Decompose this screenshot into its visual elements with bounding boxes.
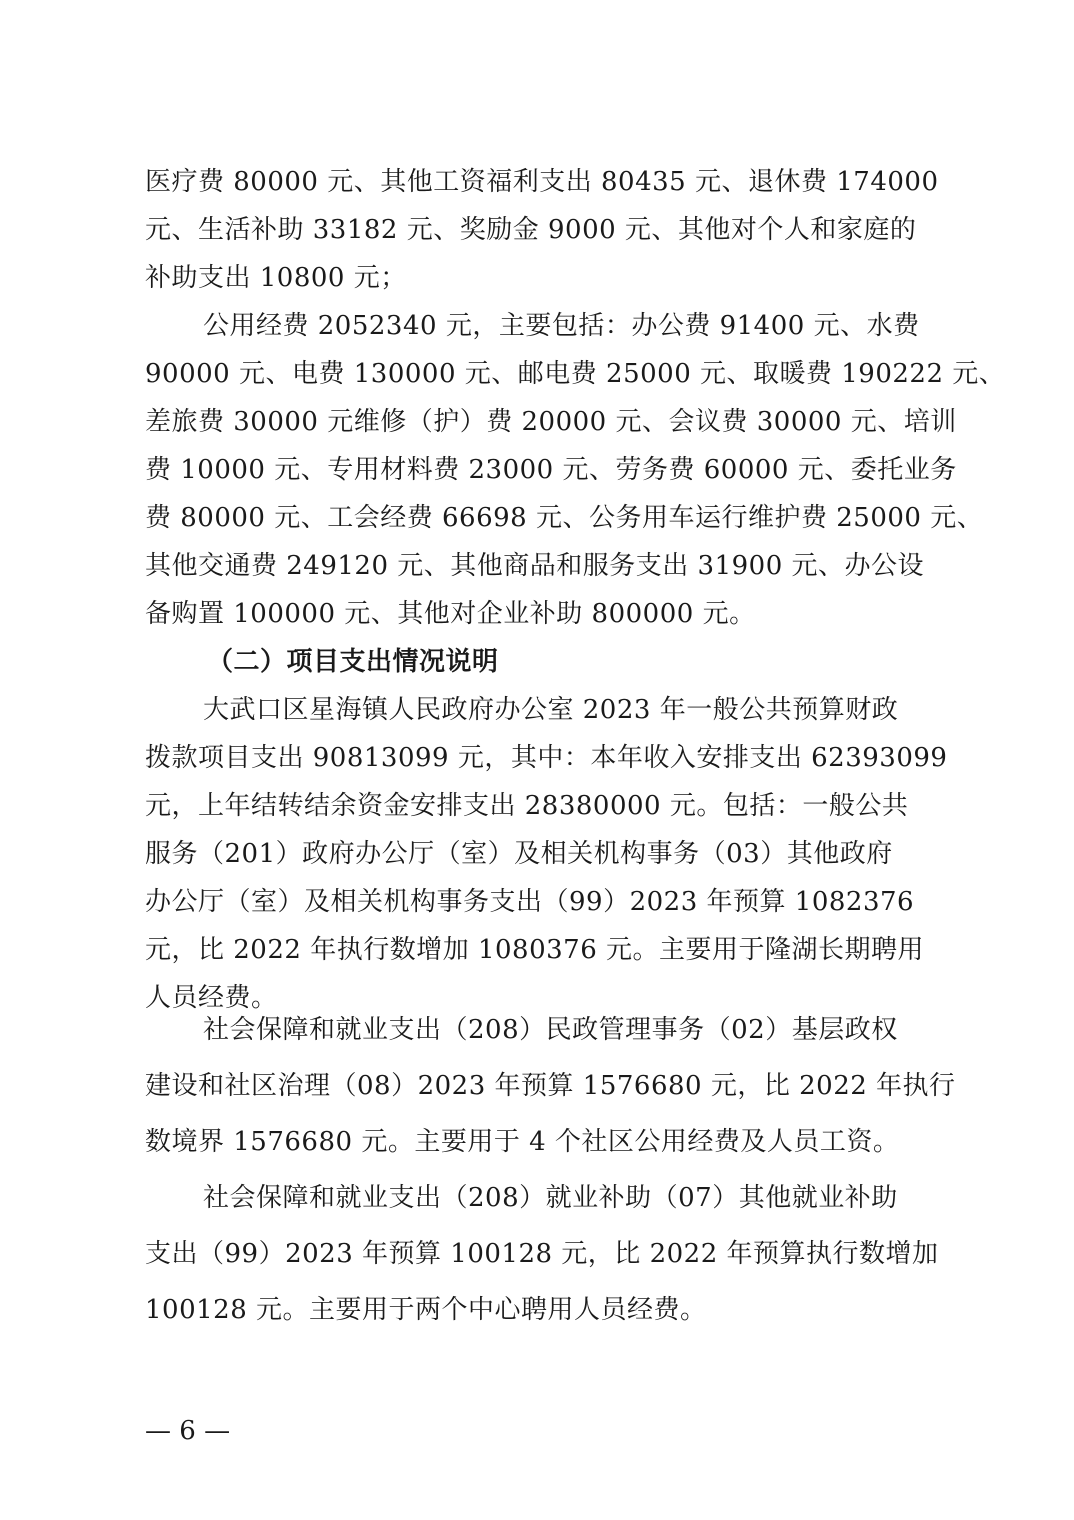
text-line: 补助支出 10800 元； — [145, 263, 407, 293]
text-line: 拨款项目支出 90813099 元，其中：本年收入安排支出 62393099 — [145, 743, 948, 773]
text-line: 费 80000 元、工会经费 66698 元、公务用车运行维护费 25000 元、 — [145, 503, 984, 533]
body-text-upper — [145, 158, 1006, 1022]
text-line: 大武口区星海镇人民政府办公室 2023 年一般公共预算财政 — [203, 695, 899, 725]
text-line: 医疗费 80000 元、其他工资福利支出 80435 元、退休费 174000 — [145, 167, 939, 197]
body-text-lower — [145, 1002, 956, 1338]
text-line: 100128 元。主要用于两个中心聘用人员经费。 — [145, 1295, 707, 1325]
text-line: 公用经费 2052340 元，主要包括：办公费 91400 元、水费 — [203, 311, 920, 341]
text-line: 建设和社区治理（08）2023 年预算 1576680 元，比 2022 年执行 — [145, 1071, 956, 1101]
text-line: 元、生活补助 33182 元、奖励金 9000 元、其他对个人和家庭的 — [145, 215, 917, 245]
text-line: 其他交通费 249120 元、其他商品和服务支出 31900 元、办公设 — [145, 551, 925, 581]
text-line: 元，上年结转结余资金安排支出 28380000 元。包括：一般公共 — [145, 791, 909, 821]
text-line: 备购置 100000 元、其他对企业补助 800000 元。 — [145, 599, 756, 629]
text-line: 费 10000 元、专用材料费 23000 元、劳务费 60000 元、委托业务 — [145, 455, 957, 485]
text-line: 元，比 2022 年执行数增加 1080376 元。主要用于隆湖长期聘用 — [145, 935, 925, 965]
text-line: 社会保障和就业支出（208）就业补助（07）其他就业补助 — [203, 1183, 898, 1213]
page-number: — 6 — — [145, 1416, 231, 1446]
section-heading: （二）项目支出情况说明 — [207, 647, 499, 677]
text-line: 办公厅（室）及相关机构事务支出（99）2023 年预算 1082376 — [145, 887, 915, 917]
text-line: 差旅费 30000 元维修（护）费 20000 元、会议费 30000 元、培训 — [145, 407, 957, 437]
text-line: 人员经费。 — [145, 983, 278, 1013]
text-line: 90000 元、电费 130000 元、邮电费 25000 元、取暖费 190222 元、 — [145, 359, 1006, 389]
text-line: 社会保障和就业支出（208）民政管理事务（02）基层政权 — [203, 1015, 898, 1045]
text-line: 服务（201）政府办公厅（室）及相关机构事务（03）其他政府 — [145, 839, 893, 869]
text-line: 数境界 1576680 元。主要用于 4 个社区公用经费及人员工资。 — [145, 1127, 900, 1157]
text-line: 支出（99）2023 年预算 100128 元，比 2022 年预算执行数增加 — [145, 1239, 939, 1269]
